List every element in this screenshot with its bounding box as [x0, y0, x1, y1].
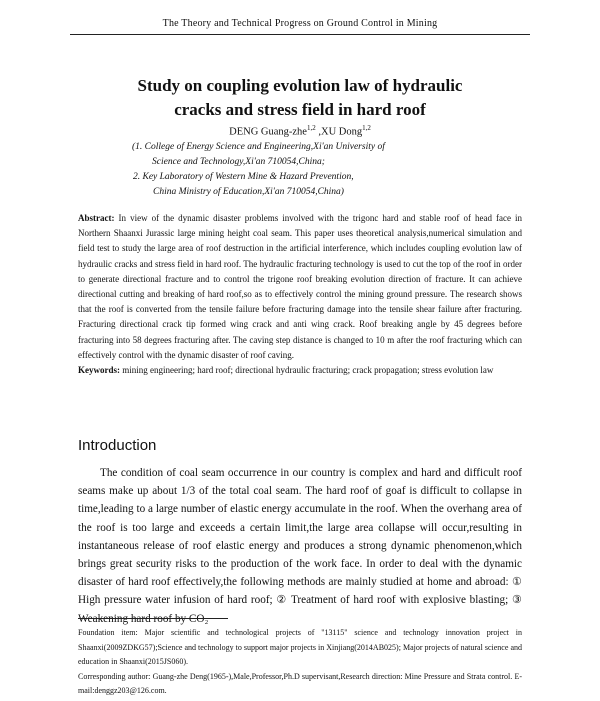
- footnote-rule: [78, 618, 228, 619]
- footnotes: [78, 626, 522, 699]
- author-separator: ,: [315, 126, 321, 138]
- abstract-block: [78, 211, 522, 378]
- author-list: [200, 124, 400, 138]
- paper-title: [90, 74, 510, 122]
- keywords-label: Keywords:: [78, 365, 120, 376]
- abstract-text: In view of the dynamic disaster problems involved with the trigonc hard and stable roof of head face in Northern Shaanxi Jurassic large mining height coal seam. This paper uses theoretical analysis,numerical simulation and field test to study the large area of roof destruction in the artificial interference, which includes coupling evolution law of hydraulic cracks and stress field in hard roof. The hydraulic fracturing technology is used to cut the top of the roof in order to generate directional fracture and to control the trigone roof breaking evolution direction of fracture. It can achieve directional cutting and breaking of hard roof,so as to effectively control the mining ground pressure. The research shows that the roof is converted from the tensile failure before fracturing damage into the tensile shear failure after fracturing. Fracturing directional crack tip formed wing crack and anti wing crack. Roof breaking angle by 45 degrees before fracturing into 58 degrees fracturing after. The caving step distance is changed to 10 m after the roof fracturing which can effectively control with the dynamic disaster of roof caving.: [78, 213, 523, 360]
- affiliation-1: [132, 140, 472, 170]
- title-line-2: cracks and stress field in hard roof: [174, 100, 426, 119]
- introduction-heading: Introduction: [78, 437, 157, 454]
- title-line-1: Study on coupling evolution law of hydraulic: [137, 76, 463, 95]
- author-affil-mark-2: 1,2: [362, 124, 371, 132]
- header-rule: [70, 34, 530, 35]
- affiliation-2-line-1: 2. Key Laboratory of Western Mine & Hazard Prevention,: [133, 172, 354, 182]
- affiliation-2-line-2: China Ministry of Education,Xi'an 710054,China): [153, 187, 344, 197]
- running-head: The Theory and Technical Progress on Ground Control in Mining: [162, 18, 438, 29]
- keywords-text: mining engineering; hard roof; directional hydraulic fracturing; crack propagation; stress evolution law: [122, 365, 494, 376]
- author-name-2: XU Dong: [320, 126, 363, 138]
- foundation-footnote: Foundation item: Major scientific and technological projects of "13115" science and technology innovation project in Shaanxi(2009ZDKG57);Science and technology to support major projects in Xinjiang(2014AB025); Major projects of natural science and education in Shaanxi(2015JS060).: [78, 628, 522, 666]
- affiliation-1-line-2: Science and Technology,Xi'an 710054,China;: [152, 157, 325, 167]
- affiliation-2: [133, 170, 473, 200]
- introduction-paragraph: The condition of coal seam occurrence in our country is complex and hard and difficult roof seams make up about 1/3 of the total coal seam. The hard roof of goaf is difficult to collapse in time,leading to a large number of elastic energy accumulate in the roof. When the overhang area of the roof is too large and exceeds a certain limit,the large area collapse will occur,resulting in instantaneous release of roof elastic energy and produces a strong dynamic phenomenon,which brings great security risks to the production of the work face. In order to deal with the dynamic disaster of hard roof effectively,the following methods are mainly studied at home and abroad: ① High pressure water infusion of hard roof; ② Treatment of hard roof with explosive blasting; ③ Weakening hard roof by CO₂: [78, 467, 522, 625]
- author-affil-mark-1: 1,2: [306, 124, 316, 132]
- author-name-1: DENG Guang-zhe: [229, 126, 307, 138]
- affiliation-1-line-1: (1. College of Energy Science and Engineering,Xi'an University of: [132, 142, 385, 152]
- introduction-body: [78, 464, 522, 628]
- abstract-label: Abstract:: [78, 213, 115, 223]
- corresponding-author-footnote: Corresponding author: Guang-zhe Deng(1965-),Male,Professor,Ph.D supervisant,Research direction: Mine Pressure and Strata control. E-mail:denggz203@126.com.: [78, 671, 522, 695]
